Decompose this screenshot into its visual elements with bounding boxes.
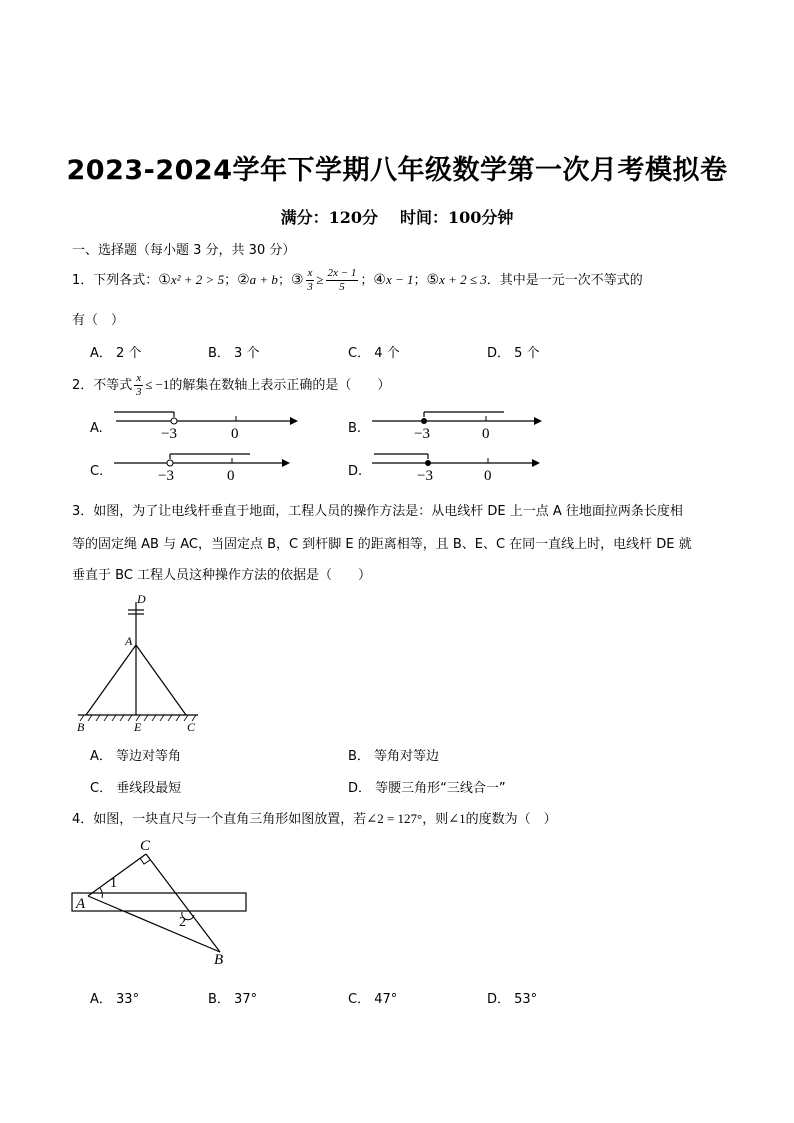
number-line-a — [110, 405, 295, 445]
q2-option-d-label[interactable]: D. — [348, 464, 363, 479]
q4-lead: 如图，一块直尺与一个直角三角形如图放置，若 — [93, 812, 367, 827]
vertex-label-a: A — [76, 896, 86, 912]
question-3-line-3: 垂直于 BC 工程人员这种操作方法的依据是（ ） — [72, 568, 372, 583]
q4-option-c[interactable]: C． 47° — [348, 992, 398, 1007]
q4-condition: ∠2 = 127° — [366, 811, 423, 826]
question-2-stem — [72, 373, 390, 398]
section-heading: 一、选择题（每小题 3 分，共 30 分） — [72, 243, 296, 258]
tick-label-0: 0 — [231, 426, 239, 442]
item-3-rhs-fraction — [326, 268, 359, 293]
question-number: 2． — [72, 378, 94, 393]
q3-option-b[interactable]: B． 等角对等边 — [348, 749, 440, 764]
tick-label-0: 0 — [227, 468, 235, 484]
item-marker: ④ — [373, 272, 386, 288]
q2-lead: 不等式 — [93, 378, 133, 393]
tick-label-minus-3: −3 — [158, 468, 174, 484]
pole-figure — [70, 590, 210, 740]
fraction-numerator: 2x − 1 — [327, 267, 357, 279]
fraction-numerator: x — [307, 267, 313, 279]
tick-label-minus-3: −3 — [161, 426, 177, 442]
q2-option-a-label[interactable]: A. — [90, 421, 103, 436]
question-number: 3． — [72, 504, 94, 519]
q3-option-d[interactable]: D． 等腰三角形“三线合一” — [348, 781, 506, 796]
q1-tail: ．其中是一元一次不等式的 — [486, 273, 643, 288]
point-label-d: D — [137, 592, 146, 606]
tick-label-0: 0 — [484, 468, 492, 484]
q2-relation: ≤ −1 — [145, 377, 170, 392]
tick-label-0: 0 — [482, 426, 490, 442]
angle-label-1: 1 — [110, 876, 117, 891]
q1-lead: 下列各式： — [93, 273, 159, 288]
q4-tail: 的度数为（ ） — [465, 812, 557, 827]
fraction-denominator: 3 — [135, 386, 142, 398]
item-marker: ② — [237, 272, 250, 288]
q1-option-b[interactable]: B． 3 个 — [208, 346, 260, 361]
item-5-expression: x + 2 ≤ 3 — [439, 272, 487, 287]
point-label-b: B — [77, 720, 85, 734]
q1-option-a[interactable]: A． 2 个 — [90, 346, 142, 361]
question-1-line-2: 有（ ） — [72, 313, 125, 328]
point-label-a: A — [125, 634, 133, 648]
item-marker: ① — [158, 272, 171, 288]
q3-option-c[interactable]: C． 垂线段最短 — [90, 781, 182, 796]
page-title: 2023-2024学年下学期八年级数学第一次月考模拟卷 — [66, 155, 728, 186]
question-3-line-2: 等的固定绳 AB 与 AC，当固定点 B，C 到杆脚 E 的距离相等，且 B、E、C 在同一直线上时，电线杆 DE 就 — [72, 537, 692, 552]
q1-option-c[interactable]: C． 4 个 — [348, 346, 400, 361]
item-marker: ⑤ — [426, 272, 440, 288]
q1-option-d[interactable]: D． 5 个 — [487, 346, 540, 361]
fraction-denominator: 5 — [339, 281, 345, 293]
number-line-b — [368, 405, 548, 445]
ruler-triangle-figure — [70, 840, 260, 970]
item-4-expression: x − 1 — [385, 272, 414, 287]
tick-label-minus-3: −3 — [417, 468, 433, 484]
angle-label-2: 2 — [179, 915, 186, 930]
item-2-expression: a + b — [249, 272, 278, 287]
number-line-d — [368, 447, 548, 487]
question-3-line-1 — [72, 500, 683, 519]
separator: ； — [277, 273, 291, 288]
q4-mid: ，则 — [422, 812, 449, 827]
q2-option-b-label[interactable]: B. — [348, 421, 362, 436]
number-line-c — [110, 447, 295, 487]
time-limit: 时间：100分钟 — [400, 208, 514, 227]
q4-option-a[interactable]: A． 33° — [90, 992, 140, 1007]
tick-label-minus-3: −3 — [414, 426, 430, 442]
fraction-numerator: x — [136, 372, 142, 384]
q2-tail: 的解集在数轴上表示正确的是（ ） — [169, 378, 391, 393]
q4-option-b[interactable]: B． 37° — [208, 992, 258, 1007]
vertex-label-c: C — [140, 838, 151, 854]
question-number: 1． — [72, 273, 94, 288]
vertex-label-b: B — [214, 952, 224, 968]
separator: ； — [360, 273, 374, 288]
item-1-expression: x² + 2 > 5 — [170, 272, 225, 287]
separator: ； — [413, 273, 427, 288]
question-1-line-1 — [72, 268, 643, 293]
question-4-stem — [72, 808, 557, 827]
q3-text-line-1: 如图，为了让电线杆垂直于地面，工程人员的操作方法是：从电线杆 DE 上一点 A 往地面拉两条长度相 — [93, 504, 683, 519]
separator: ； — [224, 273, 238, 288]
q2-fraction — [134, 373, 143, 398]
point-label-e: E — [134, 720, 142, 734]
item-3-relation: ≥ — [316, 272, 324, 287]
exam-meta — [0, 205, 794, 228]
point-label-c: C — [187, 720, 196, 734]
item-marker: ③ — [290, 272, 304, 288]
fraction-denominator: 3 — [307, 281, 313, 293]
q2-option-c-label[interactable]: C. — [90, 464, 104, 479]
question-number: 4． — [72, 812, 94, 827]
full-score: 满分：120分 — [280, 208, 378, 227]
q3-option-a[interactable]: A． 等边对等角 — [90, 749, 182, 764]
item-3-lhs-fraction — [306, 268, 315, 293]
q4-angle: ∠1 — [448, 811, 466, 826]
q4-option-d[interactable]: D． 53° — [487, 992, 538, 1007]
